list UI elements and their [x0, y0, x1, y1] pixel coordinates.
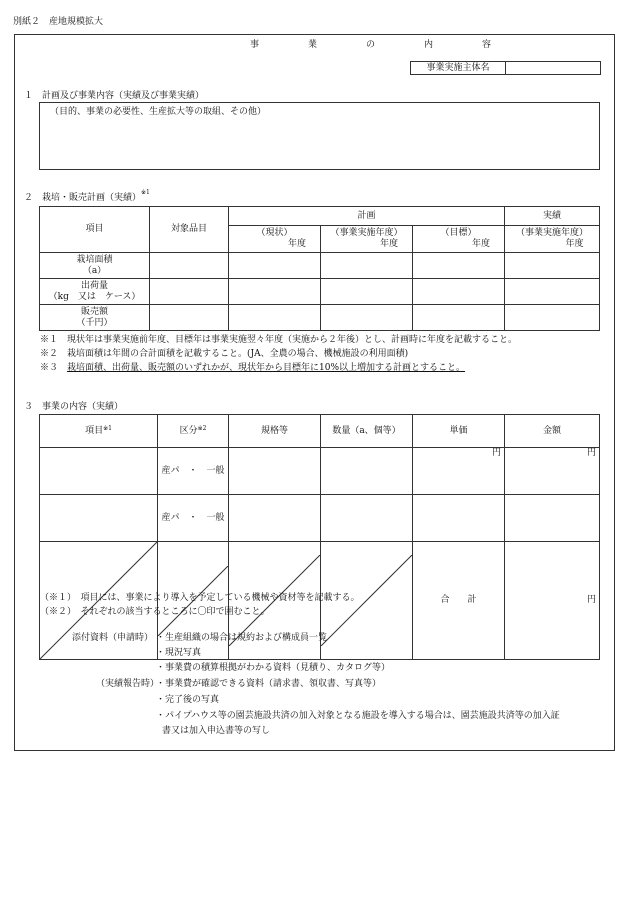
h-spec: 規格等	[229, 415, 321, 448]
table-row	[40, 495, 600, 542]
attachments-report-label: （実績報告時）	[96, 679, 160, 689]
row-label: 栽培面積 （a）	[40, 253, 150, 279]
col-target: 対象品目	[150, 207, 229, 253]
section3-note-1: （※１） 項目には、事業により導入を予定している機械や資材等を記載する。	[40, 593, 360, 603]
sub-current: （現状） 年度	[229, 226, 321, 253]
h-item: 項目$^{※1}$	[40, 415, 158, 448]
total-amount[interactable]: 円	[505, 542, 600, 660]
appendix-label: 別紙２ 産地規模拡大	[13, 17, 104, 27]
amount-cell[interactable]: 円	[505, 448, 600, 495]
table-row	[40, 279, 600, 305]
entity-name-value[interactable]	[506, 62, 601, 75]
section2-note-1: ※１ 現状年は事業実施前年度、目標年は事業実施翌々年度（実施から２年後）とし、計画時に年度を記載すること。	[40, 335, 518, 345]
attachments-apply-label: 添付資料（申請時）	[72, 633, 154, 643]
section1-box-hint: （目的、事業の必要性、生産拡大等の取組、その他）	[50, 107, 267, 117]
section3-note-2: （※２） それぞれの該当するところに〇印で囲むこと。	[40, 607, 270, 617]
table-row	[40, 305, 600, 331]
table-row	[40, 448, 600, 495]
table-row	[40, 253, 600, 279]
section2-heading-note: ※1	[141, 189, 150, 196]
h-kubun: 区分$^{※2}$	[158, 415, 229, 448]
section2-heading: ２ 栽培・販売計画（実績）$^{※1}$	[24, 189, 150, 203]
section2-note-3: ※３ 栽培面積、出荷量、販売額のいずれかが、現状年から目標年に10%以上増加する計画とすること。	[40, 363, 466, 373]
section3-heading: ３ 事業の内容（実績）	[24, 402, 124, 412]
attachment-item: ・事業費が確認できる資料（請求書、領収書、写真等）	[156, 679, 382, 689]
row-label: 販売額 （千円）	[40, 305, 150, 331]
section2-note-2: ※２ 栽培面積は年間の合計面積を記載すること。(JA、全農の場合、機械施設の利用面積)	[40, 349, 409, 359]
entity-name-table	[410, 61, 601, 75]
attachment-item: ・完了後の写真	[156, 695, 220, 705]
attachment-item: ・事業費の積算根拠がわかる資料（見積り、カタログ等）	[156, 663, 391, 673]
entity-name-label: 事業実施主体名	[411, 62, 506, 75]
section1-heading: １ 計画及び事業内容（実績及び事業実績）	[24, 91, 205, 101]
row-label: 出荷量 （kg 又は ケース）	[40, 279, 150, 305]
section1-content-box[interactable]	[39, 102, 600, 170]
col-actual: 実績	[505, 207, 600, 226]
kubun-options[interactable]: 産パ ・ 一般	[158, 448, 229, 495]
sub-goal: （目標） 年度	[413, 226, 505, 253]
col-item: 項目	[40, 207, 150, 253]
attachment-item: ・現況写真	[156, 648, 202, 658]
kubun-options[interactable]: 産パ ・ 一般	[158, 495, 229, 542]
col-plan: 計画	[229, 207, 505, 226]
h-unit-price: 単価	[413, 415, 505, 448]
cultivation-sales-table	[39, 206, 600, 331]
total-label: 合 計	[413, 542, 505, 660]
sub-actual-impl: （事業実施年度） 年度	[505, 226, 600, 253]
attachment-item: ・パイプハウス等の園芸施設共済の加入対象となる施設を導入する場合は、園芸施設共済等の加入証	[156, 711, 560, 721]
attachment-item: 書又は加入申込書等の写し	[162, 726, 271, 736]
h-qty: 数量（a、個等）	[321, 415, 413, 448]
attachment-item: ・生産組織の場合は規約および構成員一覧	[156, 633, 328, 643]
page-title: 事 業 の 内 容	[250, 40, 512, 50]
sub-impl: （事業実施年度） 年度	[321, 226, 413, 253]
unit-price-cell[interactable]: 円	[413, 448, 505, 495]
project-content-table	[39, 414, 600, 660]
h-amount: 金額	[505, 415, 600, 448]
